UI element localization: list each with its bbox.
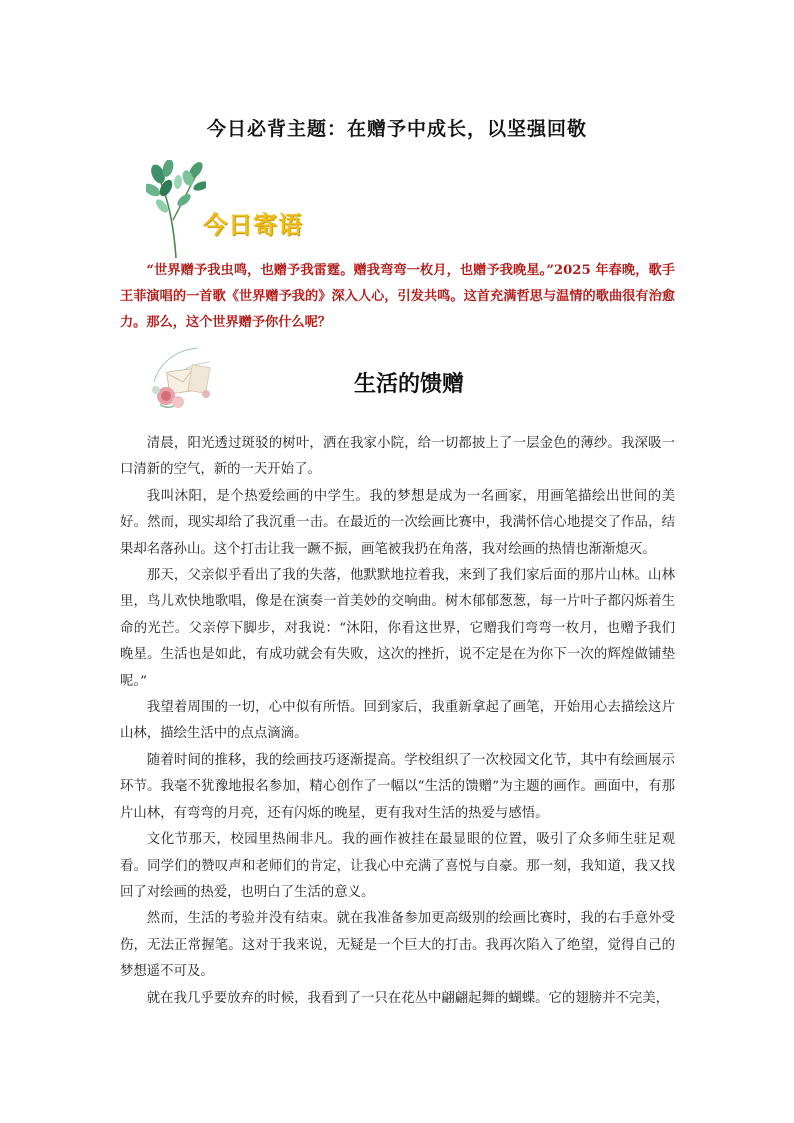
essay-paragraph: 那天，父亲似乎看出了我的失落，他默默地拉着我，来到了我们家后面的那片山林。山林里，鸟儿欢快地歌唱，像是在演奏一首美妙的交响曲。树木郁郁葱葱，每一片叶子都闪烁着生命的光芒。父亲停下脚步，对我说：“沐阳，你看这世界，它赠我们弯弯一枚月，也赠予我们晚星。生活也是如此，有成功就会有失败，这次的挫折，说不定是在为你下一次的辉煌做铺垫呢。” bbox=[120, 568, 675, 689]
essay-paragraph: 清晨，阳光透过斑驳的树叶，洒在我家小院，给一切都披上了一层金色的薄纱。我深吸一口清新的空气，新的一天开始了。 bbox=[120, 436, 675, 478]
essay-paragraph: 文化节那天，校园里热闹非凡。我的画作被挂在最显眼的位置，吸引了众多师生驻足观看。同学们的赞叹声和老师们的肯定，让我心中充满了喜悦与自豪。那一刻，我知道，我又找回了对绘画的热爱，也明白了生活的意义。 bbox=[120, 832, 675, 900]
section-banner: 今日寄语 bbox=[203, 211, 303, 239]
essay-body bbox=[120, 431, 675, 1012]
essay-paragraph: 就在我几乎要放弃的时候，我看到了一只在花丛中翩翩起舞的蝴蝶。它的翅膀并不完美， bbox=[146, 990, 670, 1006]
essay-paragraph: 我望着周围的一切，心中似有所悟。回到家后，我重新拿起了画笔，开始用心去描绘这片山林，描绘生活中的点点滴滴。 bbox=[120, 700, 675, 742]
essay-paragraph: 随着时间的推移，我的绘画技巧逐渐提高。学校组织了一次校园文化节，其中有绘画展示环节。我毫不犹豫地报名参加，精心创作了一幅以“生活的馈赠”为主题的画作。画面中，有那片山林，有弯弯的月亮，还有闪烁的晚星，更有我对生活的热爱与感悟。 bbox=[120, 752, 675, 821]
motto-quote bbox=[120, 258, 675, 336]
essay-paragraph: 我叫沐阳，是个热爱绘画的中学生。我的梦想是成为一名画家，用画笔描绘出世间的美好。然而，现实却给了我沉重一击。在最近的一次绘画比赛中，我满怀信心地提交了作品，结果却名落孙山。这个打击让我一蹶不振，画笔被我扔在角落，我对绘画的热情也渐渐熄灭。 bbox=[120, 488, 675, 557]
page-title: 今日必背主题：在赠予中成长，以坚强回敬 bbox=[206, 118, 587, 140]
quote-text: “世界赠予我虫鸣，也赠予我雷霆。赠我弯弯一枚月，也赠予我晚星。”2025 年春晚，歌手王菲演唱的一首歌《世界赠予我的》深入人心，引发共鸣。这首充满哲思与温情的歌曲很有治愈力。那么，这个世界赠予你什么呢？ bbox=[120, 263, 675, 330]
leaf-branch-icon bbox=[146, 160, 206, 260]
essay-title: 生活的馈赠 bbox=[353, 372, 464, 397]
essay-paragraph: 然而，生活的考验并没有结束。就在我准备参加更高级别的绘画比赛时，我的右手意外受伤，无法正常握笔。这对于我来说，无疑是一个巨大的打击。我再次陷入了绝望，觉得自己的梦想遥不可及。 bbox=[120, 911, 675, 980]
